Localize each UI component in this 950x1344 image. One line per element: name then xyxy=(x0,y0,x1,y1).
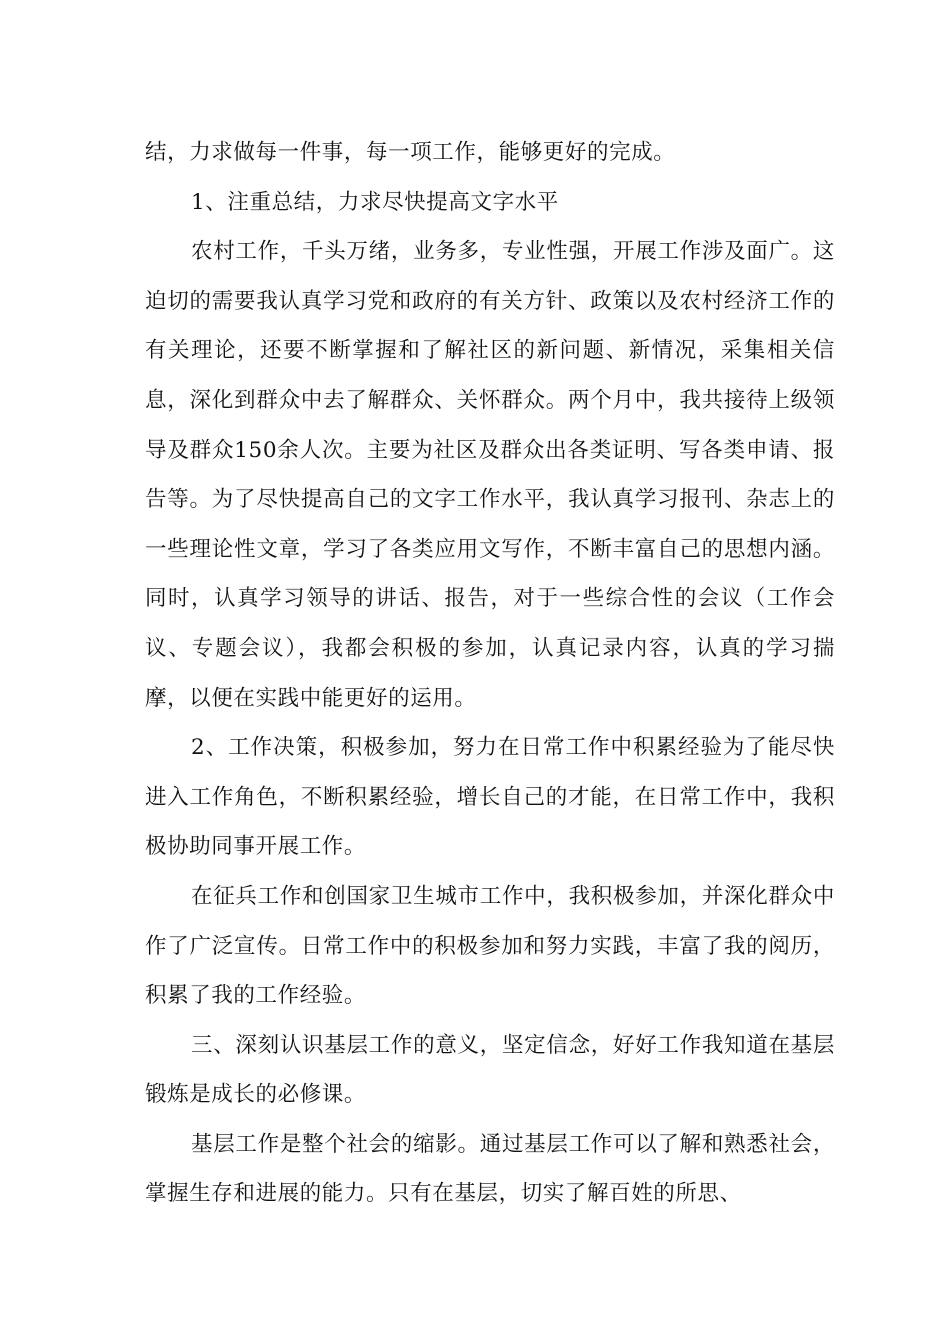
paragraph-conscription: 在征兵工作和创国家卫生城市工作中，我积极参加，并深化群众中作了广泛宣传。日常工作中的积极参加和努力实践，丰富了我的阅历，积累了我的工作经验。 xyxy=(145,883,835,1009)
section-heading-2: 2、工作决策，积极参加，努力在日常工作中积累经验为了能尽快进入工作角色，不断积累经验，增长自己的才能，在日常工作中，我积极协助同事开展工作。 xyxy=(145,735,835,860)
section-heading-3: 三、深刻认识基层工作的意义，坚定信念，好好工作我知道在基层锻炼是成长的必修课。 xyxy=(145,1032,835,1108)
section-heading-1: 1、注重总结，力求尽快提高文字水平 xyxy=(191,189,559,215)
paragraph-rural-work: 农村工作，千头万绪，业务多，专业性强，开展工作涉及面广。这迫切的需要我认真学习党和政府的有关方针、政策以及农村经济工作的有关理论，还要不断掌握和了解社区的新问题、新情况，采集相关信息，深化到群众中去了解群众、关怀群众。两个月中，我共接待上级领导及群众150余人次。主要为社区及群众出各类证明、写各类申请、报告等。为了尽快提高自己的文字工作水平，我认真学习报刊、杂志上的一些理论性文章，学习了各类应用文写作，不断丰富自己的思想内涵。同时，认真学习领导的讲话、报告，对于一些综合性的会议（工作会议、专题会议），我都会积极的参加，认真记录内容，认真的学习揣摩，以便在实践中能更好的运用。 xyxy=(145,239,835,711)
document-body xyxy=(145,128,835,1219)
paragraph-continuation: 结，力求做每一件事，每一项工作，能够更好的完成。 xyxy=(145,140,676,165)
paragraph-grassroots: 基层工作是整个社会的缩影。通过基层工作可以了解和熟悉社会，掌握生存和进展的能力。只有在基层，切实了解百姓的所思、 xyxy=(145,1131,835,1207)
